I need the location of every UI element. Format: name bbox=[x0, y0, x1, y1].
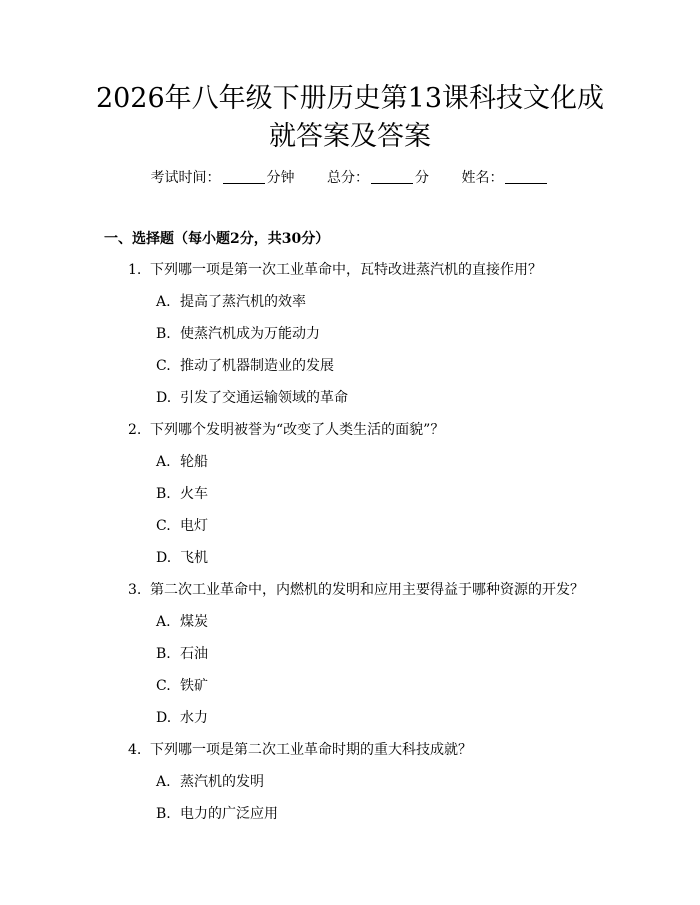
option-letter: B. bbox=[156, 806, 171, 822]
option-text: 提高了蒸汽机的效率 bbox=[180, 294, 306, 310]
question-text: 下列哪一项是第二次工业革命时期的重大科技成就？ bbox=[150, 742, 472, 758]
option-1c bbox=[156, 356, 334, 376]
option-3d bbox=[156, 708, 208, 728]
option-text: 石油 bbox=[180, 646, 208, 662]
option-letter: B. bbox=[156, 646, 171, 662]
option-letter: C. bbox=[156, 678, 171, 694]
option-letter: A. bbox=[156, 294, 171, 310]
option-letter: C. bbox=[156, 518, 171, 534]
option-letter: A. bbox=[156, 774, 171, 790]
option-text: 使蒸汽机成为万能动力 bbox=[180, 326, 320, 342]
option-3c bbox=[156, 676, 208, 696]
question-1 bbox=[128, 260, 542, 280]
option-letter: D. bbox=[156, 710, 172, 726]
option-text: 蒸汽机的发明 bbox=[180, 774, 264, 790]
option-2c bbox=[156, 516, 208, 536]
document-title bbox=[90, 80, 610, 156]
student-name-label: 姓名： bbox=[461, 170, 504, 186]
total-score-label: 总分： bbox=[327, 170, 369, 186]
option-text: 火车 bbox=[180, 486, 208, 502]
exam-time-field bbox=[151, 168, 295, 188]
option-text: 铁矿 bbox=[180, 678, 208, 694]
option-2a bbox=[156, 452, 208, 472]
option-letter: C. bbox=[156, 358, 171, 374]
option-letter: A. bbox=[156, 454, 171, 470]
option-text: 水力 bbox=[180, 710, 208, 726]
option-3b bbox=[156, 644, 208, 664]
total-score-field bbox=[327, 168, 429, 188]
question-number: 1. bbox=[128, 262, 142, 278]
section-heading: 一、选择题（每小题2分，共30分） bbox=[104, 231, 330, 247]
option-2d bbox=[156, 548, 208, 568]
exam-time-label: 考试时间： bbox=[150, 170, 221, 186]
total-score-unit: 分 bbox=[415, 170, 429, 186]
question-text: 第二次工业革命中，内燃机的发明和应用主要得益于哪种资源的开发？ bbox=[150, 582, 584, 598]
exam-time-unit: 分钟 bbox=[266, 170, 295, 186]
question-number: 3. bbox=[128, 582, 142, 598]
total-score-blank bbox=[371, 169, 413, 184]
title-line-2: 就答案及答案 bbox=[269, 121, 431, 152]
question-2 bbox=[128, 420, 444, 440]
question-text: 下列哪个发明被誉为“改变了人类生活的面貌”？ bbox=[150, 422, 445, 438]
option-letter: D. bbox=[156, 550, 172, 566]
question-3 bbox=[128, 580, 584, 600]
student-name-field bbox=[461, 168, 549, 188]
option-1d bbox=[156, 388, 348, 408]
option-text: 飞机 bbox=[180, 550, 208, 566]
option-text: 电力的广泛应用 bbox=[180, 806, 278, 822]
option-text: 电灯 bbox=[180, 518, 208, 534]
question-4 bbox=[128, 740, 472, 760]
option-4a bbox=[156, 772, 264, 792]
option-text: 轮船 bbox=[180, 454, 208, 470]
exam-time-blank bbox=[223, 169, 265, 184]
exam-meta-row bbox=[0, 168, 700, 188]
option-text: 煤炭 bbox=[180, 614, 208, 630]
option-3a bbox=[156, 612, 208, 632]
option-1b bbox=[156, 324, 320, 344]
option-text: 引发了交通运输领域的革命 bbox=[180, 390, 348, 406]
option-2b bbox=[156, 484, 208, 504]
option-letter: B. bbox=[156, 486, 171, 502]
option-letter: B. bbox=[156, 326, 171, 342]
question-text: 下列哪一项是第一次工业革命中，瓦特改进蒸汽机的直接作用？ bbox=[150, 262, 542, 278]
option-text: 推动了机器制造业的发展 bbox=[180, 358, 334, 374]
option-4b bbox=[156, 804, 278, 824]
option-1a bbox=[156, 292, 306, 312]
title-line-1: 2026年八年级下册历史第13课科技文化成 bbox=[95, 83, 605, 114]
option-letter: D. bbox=[156, 390, 172, 406]
question-number: 2. bbox=[128, 422, 142, 438]
question-number: 4. bbox=[128, 742, 142, 758]
option-letter: A. bbox=[156, 614, 171, 630]
student-name-blank bbox=[505, 169, 547, 184]
